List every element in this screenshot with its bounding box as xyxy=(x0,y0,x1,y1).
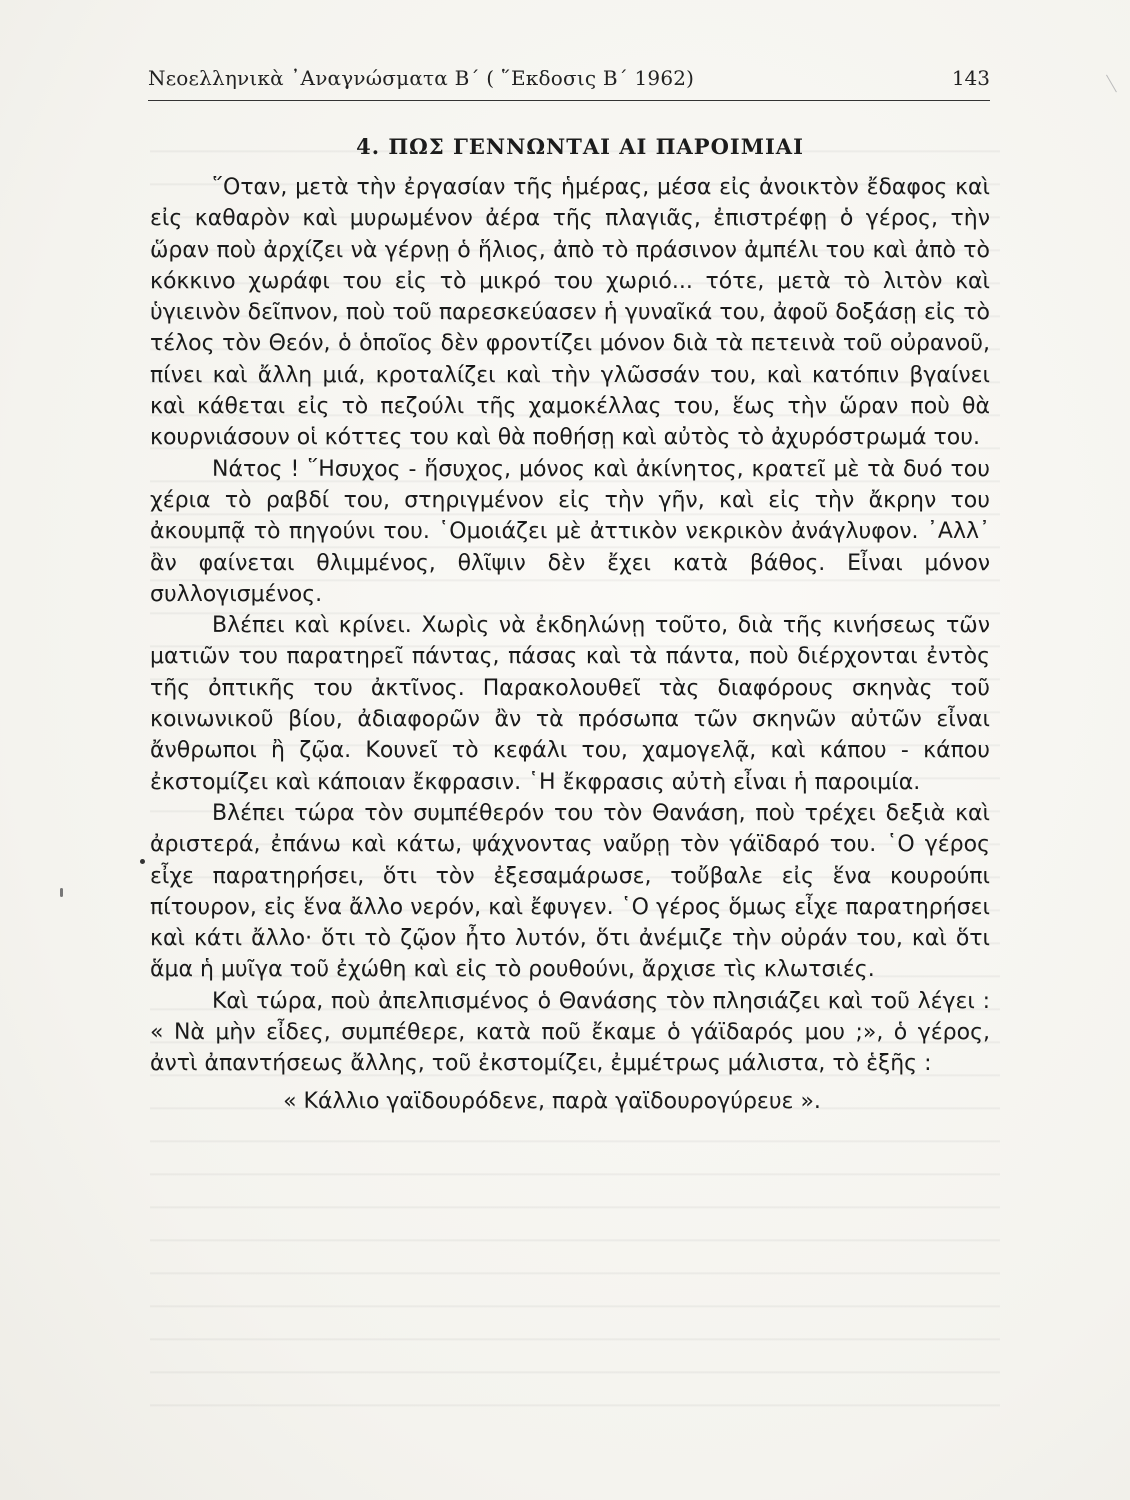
running-header xyxy=(148,64,990,94)
header-rule xyxy=(148,100,990,101)
page-number: 143 xyxy=(951,66,990,90)
paragraph-3: Βλέπει καὶ κρίνει. Χωρὶς νὰ ἐκδηλώνῃ τοῦτο, διὰ τῆς κινήσεως τῶν ματιῶν του παρατηρεῖ πάντας, πάσας καὶ τὰ πάντα, ποὺ διέρχονται ἐντὸς τῆς ὀπτικῆς του ἀκτῖνος. Παρακολουθεῖ τὰς διαφόρους σκηνὰς τοῦ κοινωνικοῦ βίου, ἀδιαφορῶν ἂν τὰ πρόσωπα τῶν σκηνῶν αὐτῶν εἶναι ἄνθρωποι ἢ ζῷα. Κουνεῖ τὸ κεφάλι του, χαμογελᾷ, καὶ κάπου - κάπου ἐκστομίζει καὶ κάποιαν ἔκφρασιν. ῾Η ἔκφρασις αὐτὴ εἶναι ἡ παροιμία. xyxy=(150,613,990,795)
proverb-verse: « Κάλλιο γαϊδουρόδενε, παρὰ γαϊδουρογύρευε ». xyxy=(283,1088,821,1114)
body-text xyxy=(150,172,990,1117)
chapter-title: 4. ΠΩΣ ΓΕΝΝΩΝΤΑΙ ΑΙ ΠΑΡΟΙΜΙΑΙ xyxy=(356,134,804,159)
paragraph-5: Καὶ τώρα, ποὺ ἀπελπισμένος ὁ Θανάσης τὸν πλησιάζει καὶ τοῦ λέγει : « Νὰ μὴν εἶδες, συμπέθερε, κατὰ ποῦ ἔκαμε ὁ γάϊδαρός μου ;», ὁ γέρος, ἀντὶ ἀπαντήσεως ἄλλης, τοῦ ἐκστομίζει, ἐμμέτρως μάλιστα, τὸ ἑξῆς : xyxy=(150,988,990,1077)
margin-ink-dot xyxy=(140,859,145,864)
paragraph-4: Βλέπει τώρα τὸν συμπέθερόν του τὸν Θανάση, ποὺ τρέχει δεξιὰ καὶ ἀριστερά, ἐπάνω καὶ κάτω, ψάχνοντας ναὔρῃ τὸν γάϊδαρό του. ῾Ο γέρος εἶχε παρατηρήσει, ὅτι τὸν ἐξεσαμάρωσε, τοὔβαλε εἰς ἕνα κουρούπι πίτουρον, εἰς ἕνα ἄλλο νερόν, καὶ ἔφυγεν. ῾Ο γέρος ὅμως εἶχε παρατηρήσει καὶ κάτι ἄλλο· ὅτι τὸ ζῷον ἦτο λυτόν, ὅτι ἀνέμιζε τὴν οὐράν του, καὶ ὅτι ἅμα ἡ μυῖγα τοῦ ἐχώθη καὶ εἰς τὸ ρουθούνι, ἄρχισε τὶς κλωτσιές. xyxy=(150,800,990,983)
running-title: Νεοελληνικὰ ᾿Αναγνώσματα Β΄ ( ῞Εκδοσις Β΄ 1962) xyxy=(148,66,695,90)
margin-ink-mark xyxy=(60,888,63,897)
paragraph-2: Νάτος ! ῞Ησυχος - ἥσυχος, μόνος καὶ ἀκίνητος, κρατεῖ μὲ τὰ δυό του χέρια τὸ ραβδί του, στηριγμένον εἰς τὴν γῆν, καὶ εἰς τὴν ἄκρην του ἀκουμπᾷ τὸ πηγούνι του. ῾Ομοιάζει μὲ ἀττικὸν νεκρικὸν ἀνάγλυφον. ᾿Αλλ᾿ ἂν φαίνεται θλιμμένος, θλῖψιν δὲν ἔχει κατὰ βάθος. Εἶναι μόνον συλλογισμένος. xyxy=(150,456,990,607)
page-edge-mark xyxy=(1106,68,1129,93)
paragraph-1: ῞Οταν, μετὰ τὴν ἐργασίαν τῆς ἡμέρας, μέσα εἰς ἀνοικτὸν ἔδαφος καὶ εἰς καθαρὸν καὶ μυρωμένον ἀέρα τῆς πλαγιᾶς, ἐπιστρέφῃ ὁ γέρος, τὴν ὥραν ποὺ ἀρχίζει νὰ γέρνῃ ὁ ἥλιος, ἀπὸ τὸ πράσινον ἀμπέλι του καὶ ἀπὸ τὸ κόκκινο χωράφι του εἰς τὸ μικρό του χωριό... τότε, μετὰ τὸ λιτὸν καὶ ὑγιεινὸν δεῖπνον, ποὺ τοῦ παρεσκεύασεν ἡ γυναῖκά του, ἀφοῦ δοξάσῃ εἰς τὸ τέλος τὸν Θεόν, ὁ ὁποῖος δὲν φροντίζει μόνον διὰ τὰ πετεινὰ τοῦ οὐρανοῦ, πίνει καὶ ἄλλη μιά, κροταλίζει καὶ τὴν γλῶσσάν του, καὶ κατόπιν βγαίνει καὶ κάθεται εἰς τὸ πεζούλι τῆς χαμοκέλλας του, ἕως τὴν ὥραν ποὺ θὰ κουρνιάσουν οἱ κόττες του καὶ θὰ ποθήσῃ καὶ αὐτὸς τὸ ἀχυρόστρωμά του. xyxy=(150,175,990,451)
